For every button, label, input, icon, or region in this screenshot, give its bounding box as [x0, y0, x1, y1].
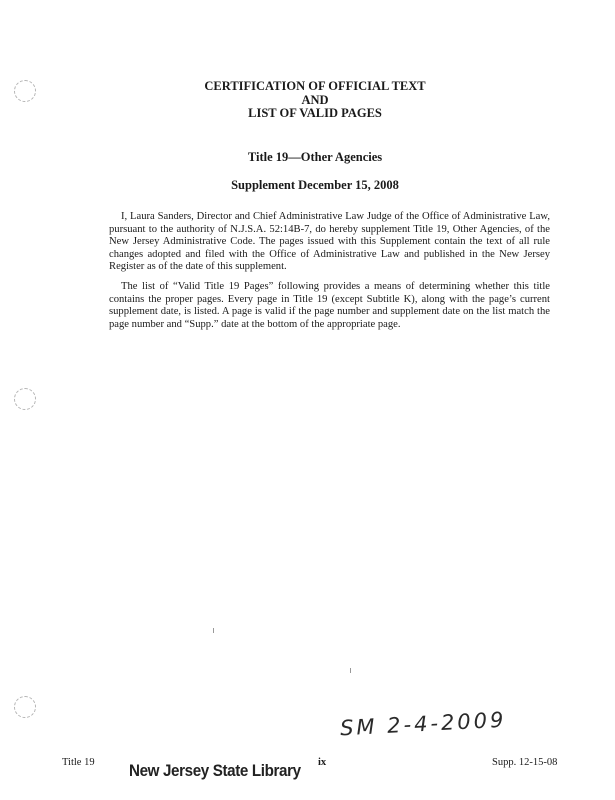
punch-hole-bottom — [14, 696, 36, 718]
certification-heading — [120, 80, 510, 121]
scan-mark — [213, 628, 214, 633]
certification-body — [109, 211, 550, 331]
heading-line-2: AND — [301, 92, 329, 107]
handwritten-date-stamp: SM 2-4-2009 — [339, 707, 507, 741]
punch-hole-middle — [14, 388, 36, 410]
library-stamp: New Jersey State Library — [129, 762, 301, 780]
punch-hole-top — [14, 80, 36, 102]
supplement-date-heading: Supplement December 15, 2008 — [231, 178, 399, 192]
footer-title: Title 19 — [62, 757, 95, 768]
heading-line-3: LIST OF VALID PAGES — [248, 106, 382, 120]
scan-mark — [350, 668, 351, 673]
heading-line-1: CERTIFICATION OF OFFICIAL TEXT — [204, 79, 426, 93]
paragraph-certification: I, Laura Sanders, Director and Chief Administrative Law Judge of the Office of Administrative Law, pursuant to the authority of N.J.S.A. 52:14B-7, do hereby supplement Title 19, Other Agencies, of the New Jersey Administrative Code. The pages issued with this Supplement contain the text of all rule changes adopted and filed with the Office of Administrative Law and published in the New Jersey Register as of the date of this supplement. — [109, 211, 550, 273]
footer-supplement: Supp. 12-15-08 — [492, 757, 558, 768]
footer-page-number: ix — [318, 757, 327, 768]
paragraph-valid-pages: The list of “Valid Title 19 Pages” following provides a means of determining whether this title contains the proper pages. Every page in Title 19 (except Subtitle K), along with the page’s current supplement date, is listed. A page is valid if the page number and supplement date on the list match the page number and “Supp.” date at the bottom of the appropriate page. — [109, 280, 550, 330]
title-subheading: Title 19—Other Agencies — [247, 150, 383, 164]
